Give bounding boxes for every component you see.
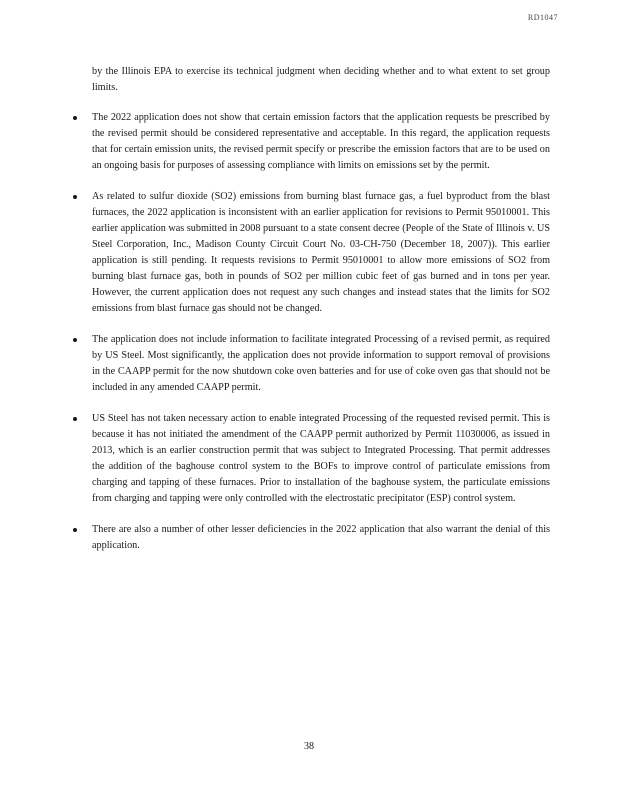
page-identifier: RD1047 xyxy=(527,13,558,22)
page-number: 38 xyxy=(304,741,314,752)
bullet-text: US Steel has not taken necessary action to enable integrated Processing of the requested revised permit. This is because it has not initiated the amendment of the CAAPP permit authorized by Permit 11030006, as issued in 2013, which is an earlier construction permit that was subject to Integrated Processing. That permit addresses the addition of the baghouse control system to the BOFs to improve control of particulate emissions from charging and tapping of these furnaces. Prior to installation of the baghouse system, the particulate emissions from charging and tapping were only controlled with the electrostatic precipitator (ESP) control system. xyxy=(92,413,550,504)
bullet-text: As related to sulfur dioxide (SO2) emissions from burning blast furnace gas, a fuel byproduct from the blast furnaces, the 2022 application is inconsistent with an earlier application for revisions to Permit 95010001. This earlier application was submitted in 2008 pursuant to a state consent decree (People of the State of Illinois v. US Steel Corporation, Inc., Madison County Circuit Court No. 03-CH-750 (December 18, 2007)). This earlier application is still pending. It requests revisions to Permit 95010001 to allow more emissions of SO2 from burning blast furnace gas, both in pounds of SO2 per million cubic feet of gas burned and in tons per year. However, the current application does not request any such changes and instead states that the limits for SO2 emissions from blast furnace gas should not be changed. xyxy=(92,191,550,314)
bullet-text: The 2022 application does not show that certain emission factors that the application requests be prescribed by the revised permit should be considered representative and acceptable. In this regard, the application requests that for certain emission units, the revised permit specify or prescribe the emission factors that are to be used on an ongoing basis for purposes of assessing compliance with limits on emissions set by the permit. xyxy=(92,112,550,171)
list-item xyxy=(70,189,550,317)
bullet-text: There are also a number of other lesser deficiencies in the 2022 application that also warrant the denial of this application. xyxy=(92,524,550,551)
list-item xyxy=(70,522,550,554)
bullet-icon xyxy=(73,528,77,532)
bullet-icon xyxy=(73,417,77,421)
bullet-icon xyxy=(73,195,77,199)
bullet-icon xyxy=(73,116,77,120)
list-item xyxy=(70,411,550,507)
list-item xyxy=(70,332,550,396)
list-item xyxy=(70,110,550,174)
bullet-text: The application does not include information to facilitate integrated Processing of a revised permit, as required by US Steel. Most significantly, the application does not provide information to support removal of provisions in the CAAPP permit for the now shutdown coke oven batteries and for use of coke oven gas that should not be included in any amended CAAPP permit. xyxy=(92,334,550,393)
deficiency-list xyxy=(70,110,550,554)
document-body xyxy=(70,64,550,569)
lead-paragraph: by the Illinois EPA to exercise its technical judgment when deciding whether and to what extent to set group limits. xyxy=(92,66,550,93)
bullet-icon xyxy=(73,338,77,342)
